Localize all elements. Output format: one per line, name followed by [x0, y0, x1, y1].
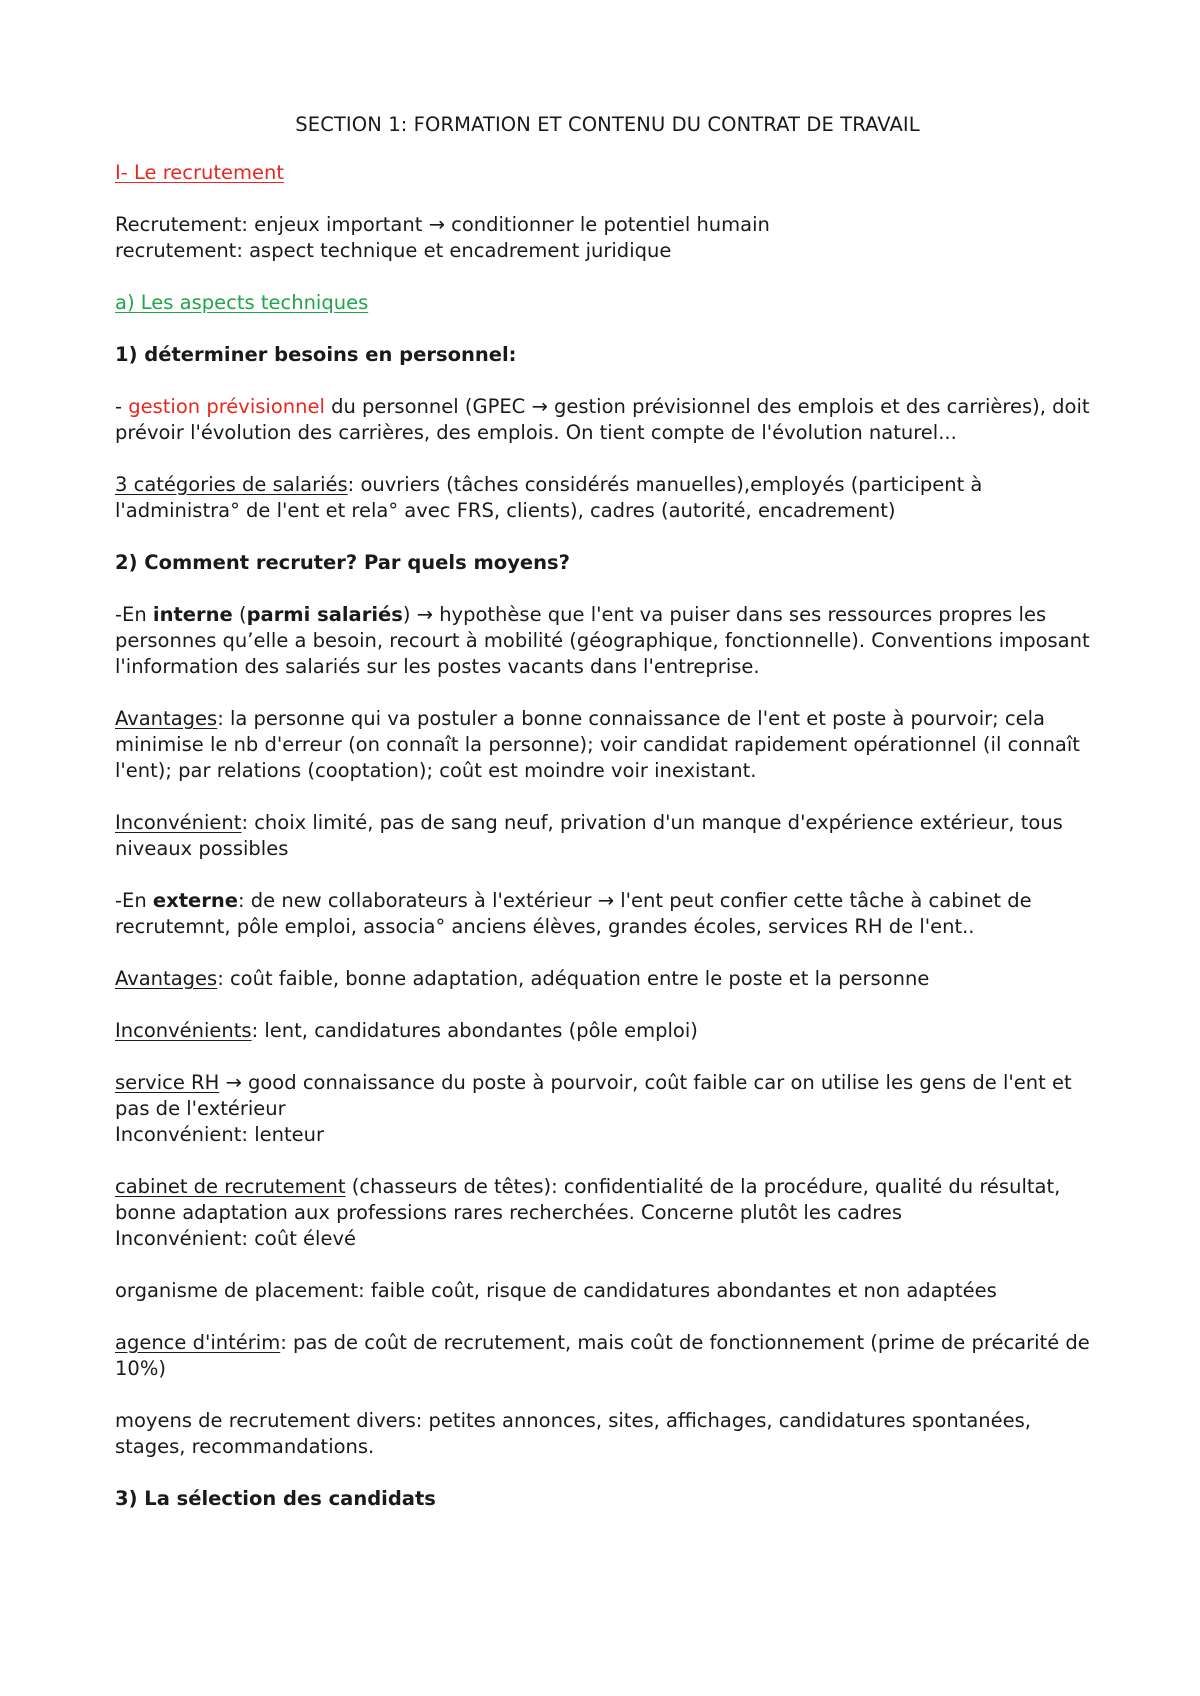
page-title: SECTION 1: FORMATION ET CONTENU DU CONTRAT DE TRAVAIL — [295, 113, 920, 136]
subsection-heading-text: a) Les aspects techniques — [115, 291, 369, 314]
externe-text: : de new collaborateurs à l'extérieur → l'ent peut confier cette tâche à cabinet de recrutemnt, pôle emploi, associa° anciens élèves, grandes écoles, services RH de l'ent.. — [115, 889, 1032, 938]
inconvenients-paragraph-2 — [115, 1018, 1100, 1044]
interne-paragraph — [115, 602, 1100, 680]
gpec-text: du personnel (GPEC → gestion prévisionnel des emplois et des carrières), doit prévoir l'évolution des carrières, des emplois. On tient compte de l'évolution naturel... — [115, 395, 1090, 444]
organisme-paragraph: organisme de placement: faible coût, risque de candidatures abondantes et non adaptées — [115, 1279, 997, 1302]
heading-1: 1) déterminer besoins en personnel: — [115, 343, 517, 366]
avantages-paragraph-2 — [115, 966, 1100, 992]
avantages-paragraph-1 — [115, 706, 1100, 784]
categories-paragraph — [115, 472, 1100, 524]
intro-paragraph — [115, 212, 1100, 264]
subsection-heading — [115, 290, 1100, 316]
service-rh-paragraph — [115, 1070, 1100, 1148]
heading-3: 3) La sélection des candidats — [115, 1487, 436, 1510]
agence-paragraph — [115, 1330, 1100, 1382]
intro-line-1: Recrutement: enjeux important → conditionner le potentiel humain — [115, 213, 770, 236]
agence-label: agence d'intérim — [115, 1331, 281, 1354]
externe-bold: externe — [152, 889, 238, 912]
avantages-label-2: Avantages — [115, 967, 218, 990]
inconvenient-label-1: Inconvénient — [115, 811, 242, 834]
service-rh-label: service RH — [115, 1071, 220, 1094]
agence-text: : pas de coût de recrutement, mais coût de fonctionnement (prime de précarité de 10%) — [115, 1331, 1090, 1380]
service-rh-text: → good connaissance du poste à pourvoir, coût faible car on utilise les gens de l'ent et pas de l'extérieur — [115, 1071, 1072, 1120]
cabinet-inconvenient: Inconvénient: coût élevé — [115, 1227, 357, 1250]
categories-text: : ouvriers (tâches considérés manuelles),employés (participent à l'administra° de l'ent et rela° avec FRS, clients), cadres (autorité, encadrement) — [115, 473, 983, 522]
moyens-paragraph: moyens de recrutement divers: petites annonces, sites, affichages, candidatures spontanées, stages, recommandations. — [115, 1409, 1031, 1458]
inconvenient-paragraph-1 — [115, 810, 1100, 862]
intro-line-2: recrutement: aspect technique et encadrement juridique — [115, 239, 672, 262]
gpec-prefix: - — [115, 395, 129, 418]
cabinet-text: (chasseurs de têtes): confidentialité de la procédure, qualité du résultat, bonne adaptation aux professions rares recherchées. Concerne plutôt les cadres — [115, 1175, 1061, 1224]
gpec-paragraph — [115, 394, 1100, 446]
avantages-label-1: Avantages — [115, 707, 218, 730]
interne-text: ) → hypothèse que l'ent va puiser dans ses ressources propres les personnes qu’elle a besoin, recourt à mobilité (géographique, fonctionnelle). Conventions imposant l'information des salariés sur les postes vacants dans l'entreprise. — [115, 603, 1090, 678]
cabinet-paragraph — [115, 1174, 1100, 1252]
section-heading — [115, 160, 1100, 186]
heading-2: 2) Comment recruter? Par quels moyens? — [115, 551, 570, 574]
gpec-highlight: gestion prévisionnel — [128, 395, 325, 418]
interne-mid: ( — [232, 603, 247, 626]
categories-label: 3 catégories de salariés — [115, 473, 348, 496]
inconvenients-label-2: Inconvénients — [115, 1019, 252, 1042]
avantages-text-1: : la personne qui va postuler a bonne connaissance de l'ent et poste à pourvoir; cela minimise le nb d'erreur (on connaît la personne); voir candidat rapidement opérationnel (il connaît l'ent); par relations (cooptation); coût est moindre voir inexistant. — [115, 707, 1080, 782]
interne-prefix: -En — [115, 603, 153, 626]
avantages-text-2: : coût faible, bonne adaptation, adéquation entre le poste et la personne — [217, 967, 930, 990]
service-rh-inconvenient: Inconvénient: lenteur — [115, 1123, 324, 1146]
interne-bold: interne — [152, 603, 233, 626]
externe-paragraph — [115, 888, 1100, 940]
inconvenients-text-2: : lent, candidatures abondantes (pôle emploi) — [251, 1019, 698, 1042]
inconvenient-text-1: : choix limité, pas de sang neuf, privation d'un manque d'expérience extérieur, tous niveaux possibles — [115, 811, 1063, 860]
section-heading-text: I- Le recrutement — [115, 161, 285, 184]
interne-bold-2: parmi salariés — [246, 603, 403, 626]
externe-prefix: -En — [115, 889, 153, 912]
cabinet-label: cabinet de recrutement — [115, 1175, 346, 1198]
